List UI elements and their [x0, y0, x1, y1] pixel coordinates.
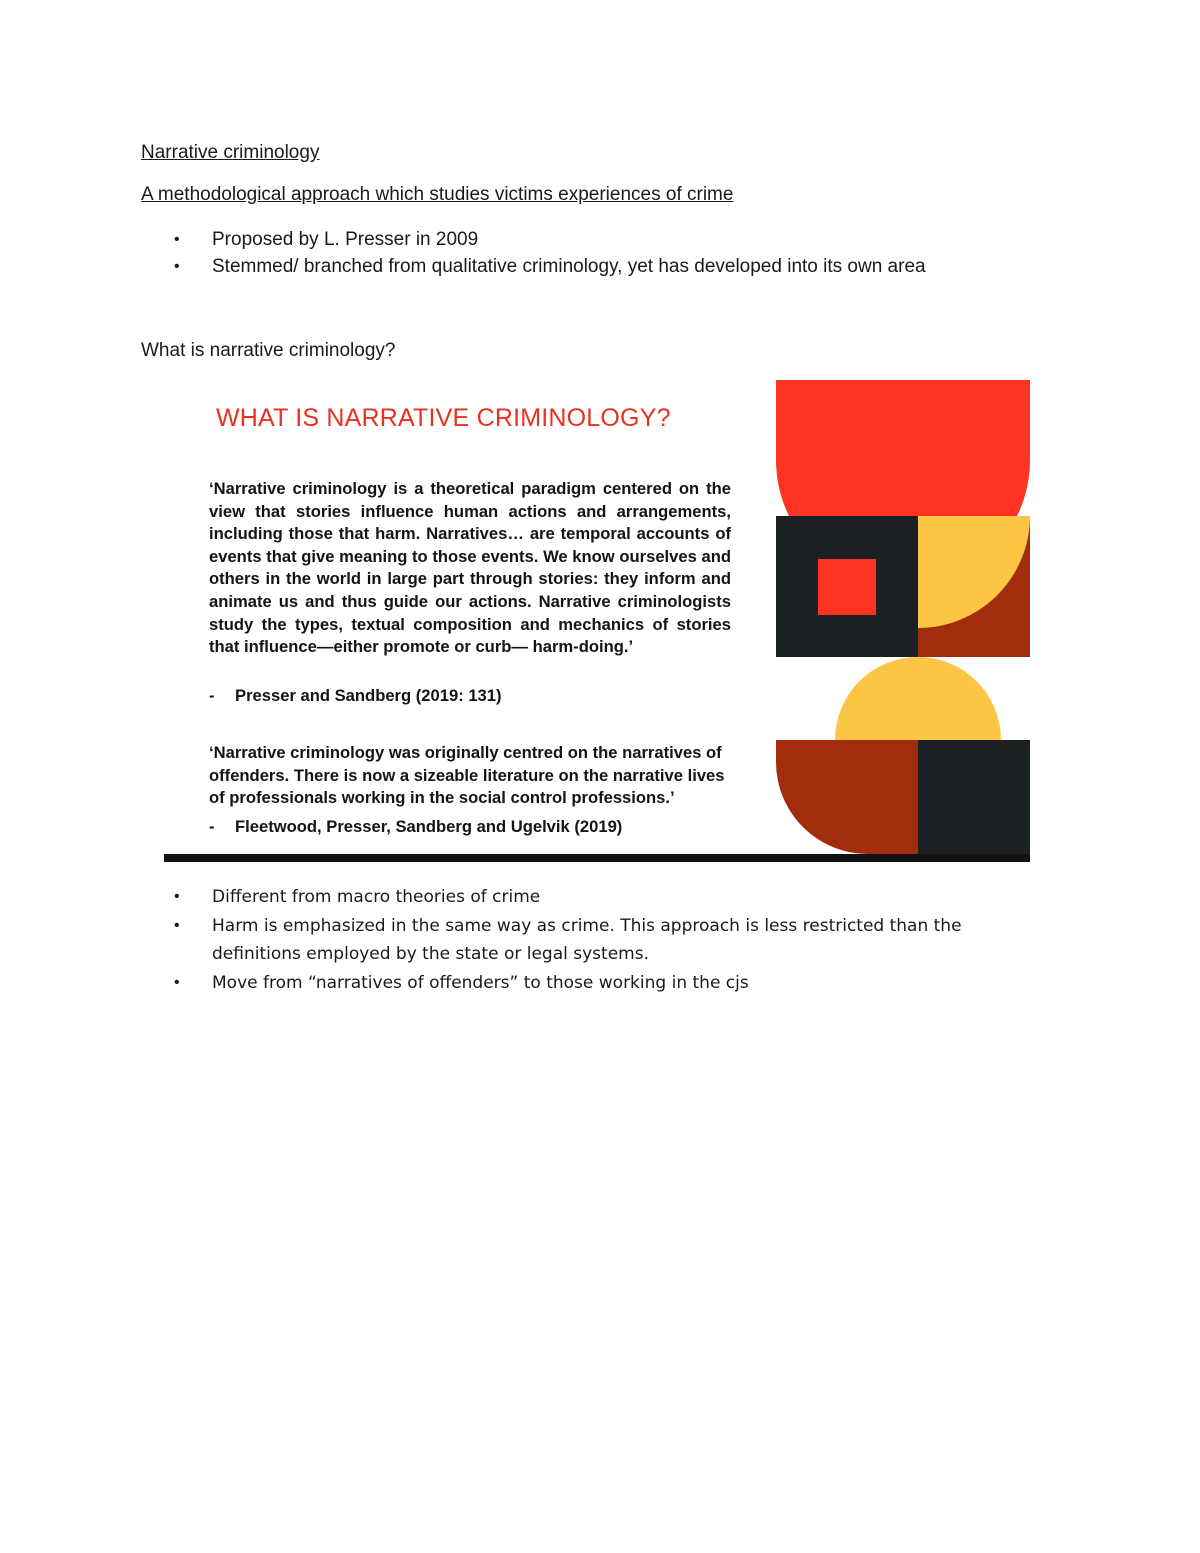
quote-presser-sandberg: ‘Narrative criminology is a theoretical paradigm centered on the view that stories influence human actions and arrangements, including those that harm. Narratives… are temporal accounts of events that give meaning to those events. We know ourselves and others in the world in large part through stories: they inform and animate us and thus guide our actions. Narrative criminologists study the types, textual composition and mechanics of stories that influence—either promote or curb— harm-doing.’ [209, 479, 731, 657]
bullet-icon: • [174, 973, 180, 991]
top-bullet-list [174, 226, 1054, 280]
slide-title: WHAT IS NARRATIVE CRIMINOLOGY? [216, 404, 671, 432]
page-subtitle: A methodological approach which studies victims experiences of crime [141, 184, 734, 205]
bullet-icon: • [174, 258, 180, 275]
list-item: • Harm is emphasized in the same way as crime. This approach is less restricted than the definitions employed by the state or legal systems. [174, 912, 994, 969]
rust-quarter-shape [776, 740, 918, 854]
page-title: Narrative criminology [141, 142, 320, 163]
quote-fleetwood: ‘Narrative criminology was originally centred on the narratives of offenders. There is now a sizeable literature on the narrative lives of professionals working in the social control professions.’ [209, 743, 725, 808]
list-item: • Proposed by L. Presser in 2009 [174, 226, 1054, 253]
bottom-bullet-list [174, 883, 994, 997]
list-item: • Different from macro theories of crime [174, 883, 994, 912]
red-inner-square-shape [818, 559, 876, 615]
bullet-icon: • [174, 231, 180, 248]
embedded-slide-image [164, 380, 1030, 866]
slide-baseline-bar [164, 854, 1030, 862]
yellow-half-circle-shape [835, 657, 1001, 740]
citation-2: - Fleetwood, Presser, Sandberg and Ugelvik (2019) [209, 817, 623, 836]
list-item: • Stemmed/ branched from qualitative criminology, yet has developed into its own area [174, 253, 1054, 280]
bullet-icon: • [174, 888, 180, 905]
citation-1: - Presser and Sandberg (2019: 131) [209, 686, 502, 705]
dark-block-shape [918, 740, 1030, 854]
list-item: • Move from “narratives of offenders” to those working in the cjs [174, 969, 994, 998]
bullet-icon: • [174, 916, 180, 934]
section-question: What is narrative criminology? [141, 340, 396, 361]
geometric-decoration [776, 380, 1030, 854]
